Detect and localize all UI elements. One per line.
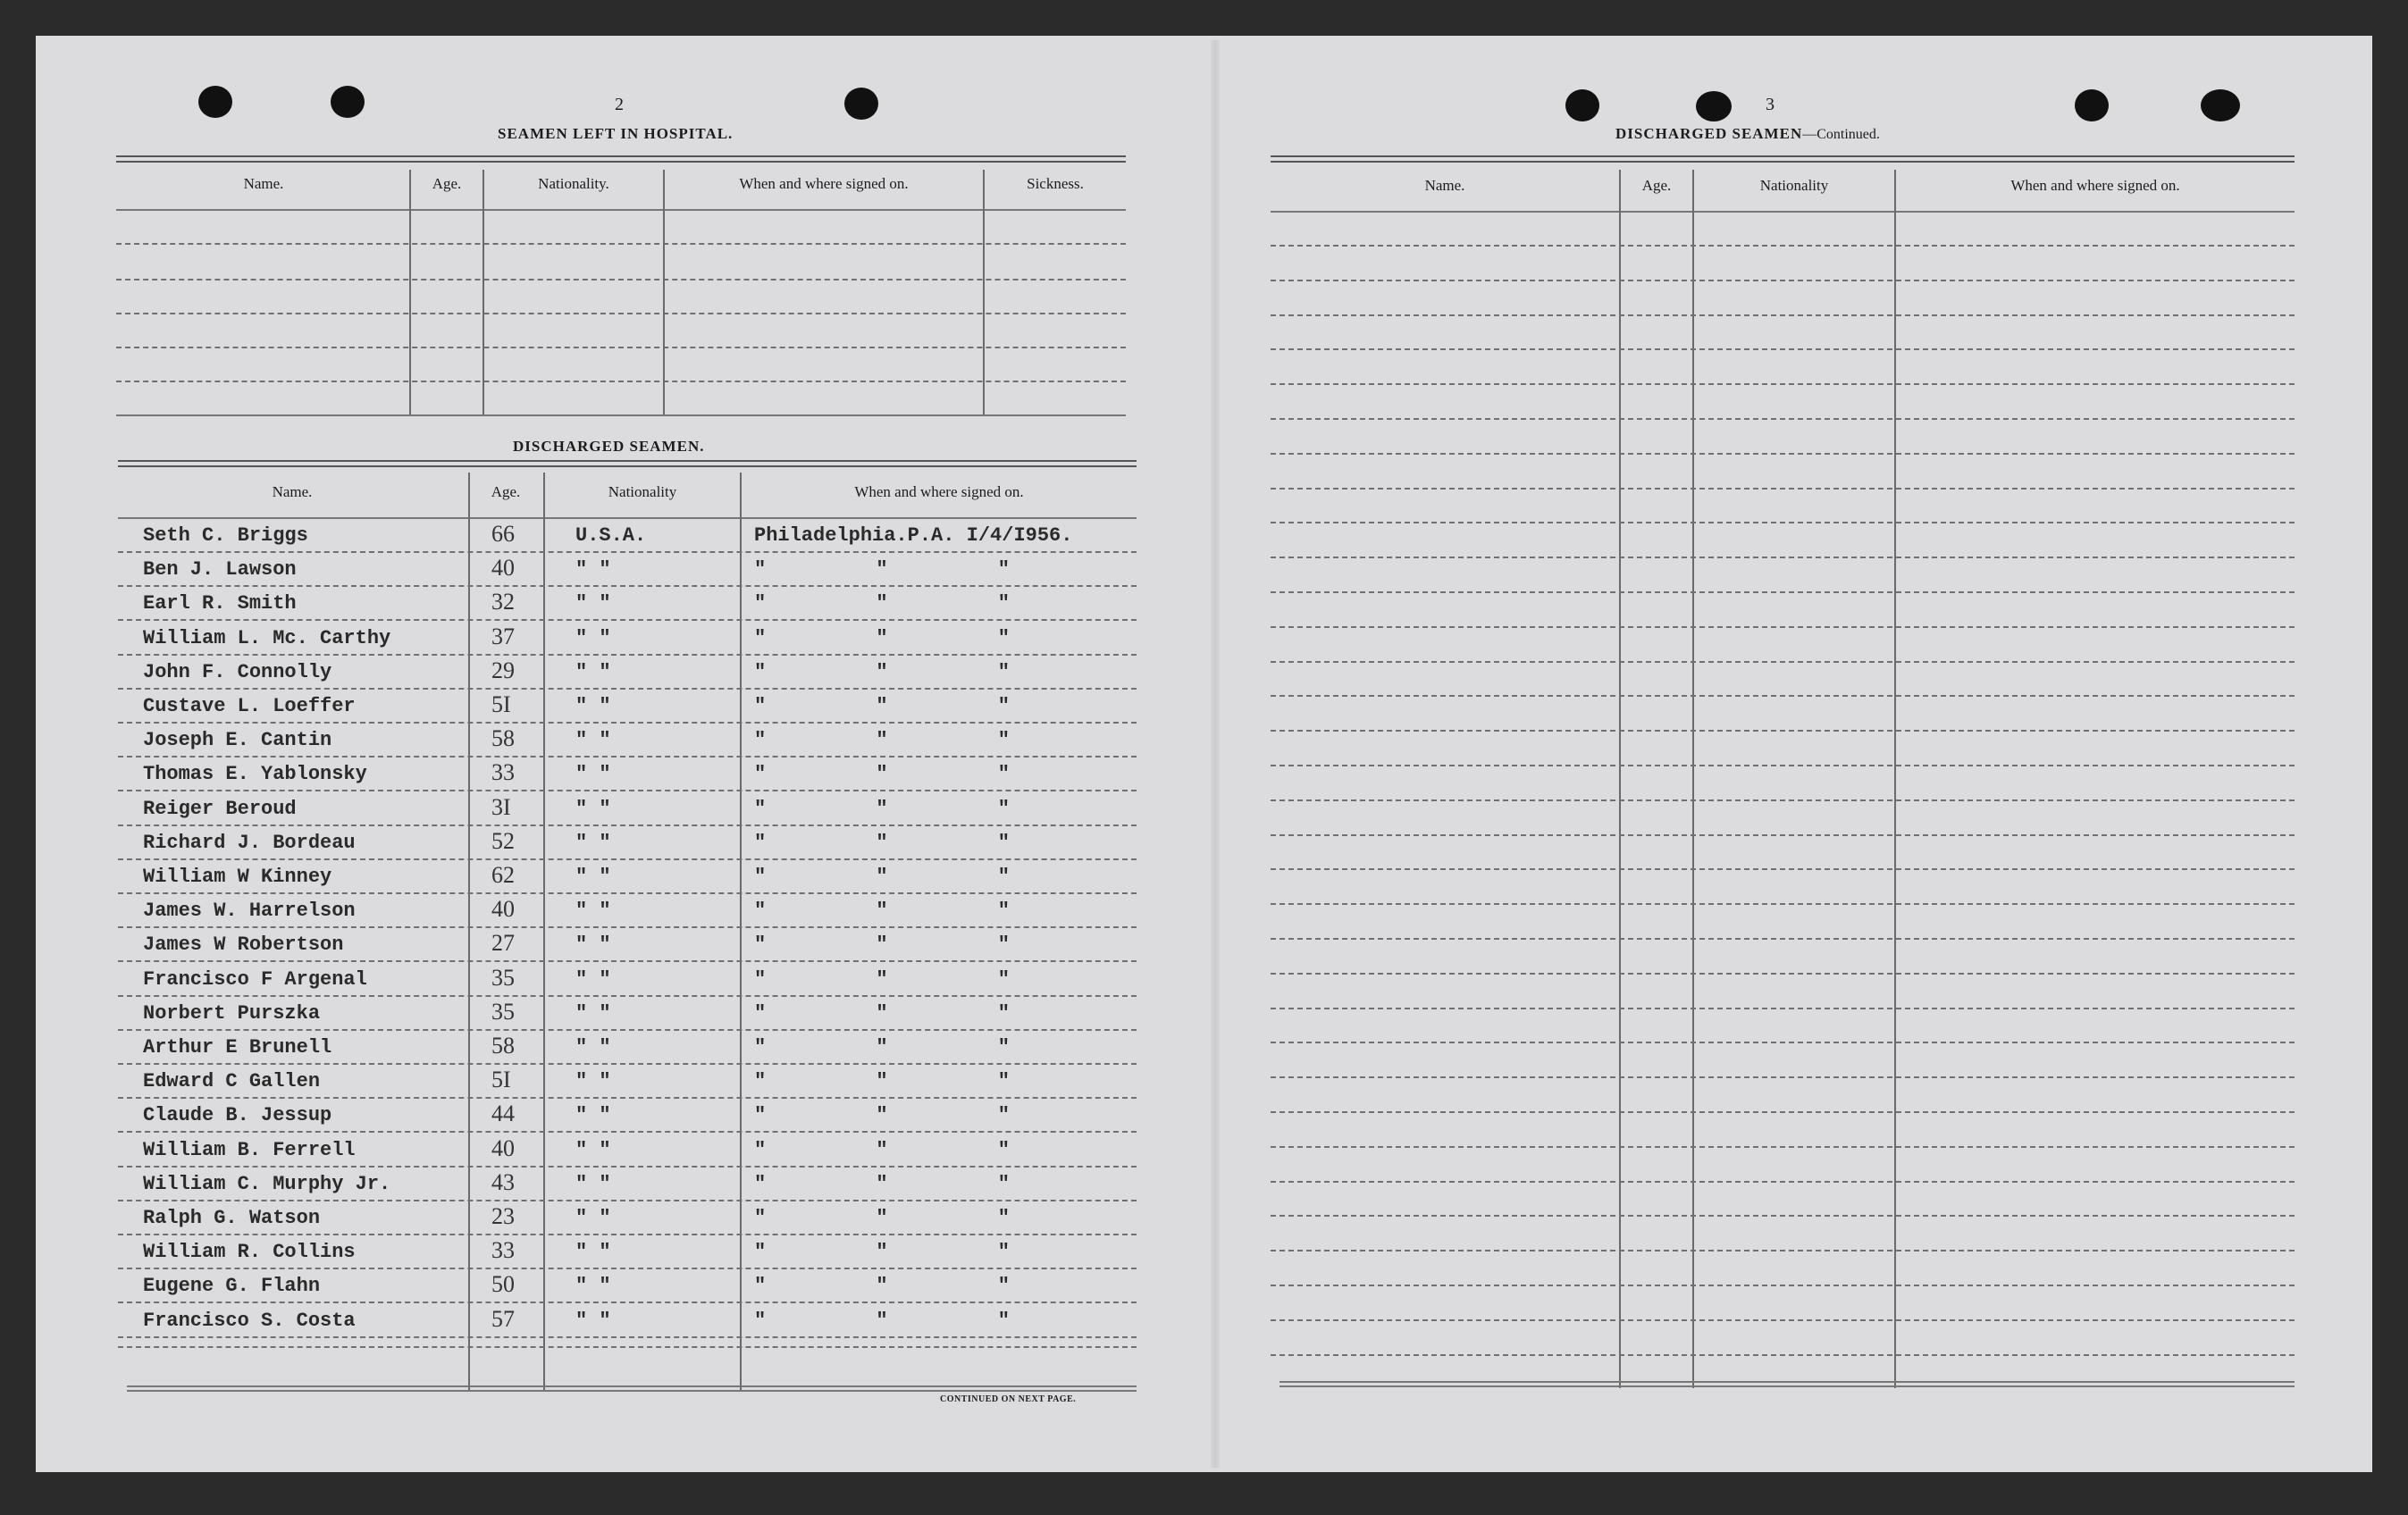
ruled-line xyxy=(1271,765,2295,766)
signed-on: " " " xyxy=(754,1309,1011,1332)
ruled-line xyxy=(1271,591,2295,593)
ruled-line xyxy=(1271,383,2295,385)
punch-hole xyxy=(331,86,365,118)
signed-on: " " " xyxy=(754,1172,1011,1195)
signed-on: " " " xyxy=(754,1036,1011,1059)
continued-note: CONTINUED ON NEXT PAGE. xyxy=(940,1394,1077,1404)
ruled-line xyxy=(1271,799,2295,801)
seaman-name: Reiger Beroud xyxy=(143,797,297,820)
table-row xyxy=(118,1235,1137,1269)
seaman-nationality: " " xyxy=(575,558,611,582)
seaman-name: William R. Collins xyxy=(143,1241,356,1264)
seaman-age: 50 xyxy=(491,1271,515,1298)
seaman-name: James W. Harrelson xyxy=(143,900,356,923)
signed-on: " " " xyxy=(754,592,1011,615)
right-section-title xyxy=(1615,125,1880,143)
table-row xyxy=(118,758,1137,791)
ruled-line xyxy=(1271,868,2295,870)
col-header-when-where: When and where signed on. xyxy=(739,175,909,192)
seaman-nationality: " " xyxy=(575,1138,611,1161)
discharged-continued-table xyxy=(1271,155,2295,1388)
seaman-age: 29 xyxy=(491,657,515,683)
seaman-nationality: " " xyxy=(575,626,611,649)
ruled-line xyxy=(1271,1285,2295,1286)
seaman-age: 43 xyxy=(491,1168,515,1195)
table-row xyxy=(118,1201,1137,1235)
ruled-line xyxy=(1271,626,2295,628)
seaman-age: 5I xyxy=(491,691,511,717)
seaman-name: William C. Murphy Jr. xyxy=(143,1172,391,1195)
table-row xyxy=(118,1168,1137,1201)
hospital-table xyxy=(116,155,1126,423)
ruled-line xyxy=(1271,1042,2295,1043)
seaman-name: Custave L. Loeffer xyxy=(143,695,356,717)
signed-on: " " " xyxy=(754,660,1011,683)
table-row xyxy=(118,587,1137,621)
seaman-age: 62 xyxy=(491,862,515,888)
seaman-age: 40 xyxy=(491,555,515,582)
punch-hole xyxy=(1696,91,1732,121)
seaman-name: William B. Ferrell xyxy=(143,1138,356,1161)
table-row xyxy=(118,656,1137,690)
seaman-name: James W Robertson xyxy=(143,933,344,957)
seaman-name: John F. Connolly xyxy=(143,660,332,683)
page-number-left: 2 xyxy=(615,95,624,114)
discharged-section-title: DISCHARGED SEAMEN. xyxy=(513,438,705,455)
signed-on: " " " xyxy=(754,933,1011,957)
seaman-name: Ralph G. Watson xyxy=(143,1207,321,1229)
seaman-name: Ben J. Lawson xyxy=(143,558,297,582)
signed-on: " " " xyxy=(754,1104,1011,1127)
ruled-line xyxy=(1271,903,2295,905)
seaman-name: Francisco S. Costa xyxy=(143,1309,356,1332)
seaman-age: 27 xyxy=(491,930,515,957)
seaman-age: 40 xyxy=(491,896,515,923)
col-header-name: Name. xyxy=(272,483,313,500)
table-row xyxy=(118,553,1137,587)
signed-on: " " " xyxy=(754,729,1011,752)
table-row xyxy=(118,928,1137,962)
seaman-name: Claude B. Jessup xyxy=(143,1104,332,1127)
seaman-age: 23 xyxy=(491,1203,515,1229)
seaman-name: William L. Mc. Carthy xyxy=(143,626,391,649)
punch-hole xyxy=(844,88,878,120)
seaman-name: Eugene G. Flahn xyxy=(143,1275,321,1298)
ruled-line xyxy=(1271,1354,2295,1356)
ruled-line xyxy=(1271,1008,2295,1009)
ruled-line xyxy=(1271,1111,2295,1113)
signed-on: " " " xyxy=(754,866,1011,888)
col-header-name: Name. xyxy=(243,175,284,192)
seaman-age: 44 xyxy=(491,1101,515,1127)
seaman-nationality: " " xyxy=(575,729,611,752)
ruled-line xyxy=(1271,557,2295,558)
seaman-nationality: " " xyxy=(575,1207,611,1229)
signed-on: " " " xyxy=(754,1138,1011,1161)
seaman-name: Richard J. Bordeau xyxy=(143,831,356,854)
seaman-age: 33 xyxy=(491,1237,515,1264)
table-row xyxy=(118,1304,1137,1338)
ruled-line xyxy=(1271,834,2295,836)
col-header-age: Age. xyxy=(1641,177,1672,194)
table-row xyxy=(118,690,1137,724)
col-header-sickness: Sickness. xyxy=(1027,175,1084,192)
seaman-age: 35 xyxy=(491,998,515,1025)
seaman-name: Thomas E. Yablonsky xyxy=(143,763,367,786)
col-header-nationality: Nationality xyxy=(608,483,677,500)
seaman-age: 32 xyxy=(491,589,515,615)
hospital-section-title: SEAMEN LEFT IN HOSPITAL. xyxy=(498,125,734,142)
signed-on: " " " xyxy=(754,900,1011,923)
punch-hole xyxy=(2075,89,2109,121)
seaman-nationality: " " xyxy=(575,660,611,683)
signed-on: " " " xyxy=(754,1207,1011,1229)
ruled-line xyxy=(1271,1181,2295,1183)
seaman-nationality: " " xyxy=(575,695,611,717)
seaman-name: William W Kinney xyxy=(143,866,332,888)
seaman-name: Norbert Purszka xyxy=(143,1001,321,1025)
ruled-line xyxy=(1271,348,2295,350)
punch-hole xyxy=(2201,89,2240,121)
table-row xyxy=(118,826,1137,860)
seaman-name: Earl R. Smith xyxy=(143,592,297,615)
seaman-age: 52 xyxy=(491,827,515,854)
ruled-line xyxy=(1271,1146,2295,1148)
seaman-age: 40 xyxy=(491,1134,515,1161)
signed-on: " " " xyxy=(754,797,1011,820)
seaman-name: Edward C Gallen xyxy=(143,1070,321,1093)
seaman-nationality: " " xyxy=(575,592,611,615)
col-header-age: Age. xyxy=(491,483,521,500)
seaman-age: 66 xyxy=(491,521,515,547)
signed-on: " " " xyxy=(754,967,1011,991)
signed-on: " " " xyxy=(754,1241,1011,1264)
ruled-line xyxy=(1271,973,2295,975)
seaman-age: 3I xyxy=(491,793,511,820)
seaman-nationality: " " xyxy=(575,831,611,854)
ruled-line xyxy=(1271,1250,2295,1251)
seaman-age: 57 xyxy=(491,1305,515,1332)
seaman-nationality: " " xyxy=(575,1275,611,1298)
seaman-nationality: " " xyxy=(575,1172,611,1195)
seaman-name: Joseph E. Cantin xyxy=(143,729,332,752)
signed-on: " " " xyxy=(754,1070,1011,1093)
ruled-line xyxy=(1271,522,2295,523)
ruled-line xyxy=(1271,280,2295,281)
ruled-line xyxy=(1271,661,2295,663)
signed-on: " " " xyxy=(754,1001,1011,1025)
table-row xyxy=(118,519,1137,553)
col-header-when-where: When and where signed on. xyxy=(854,483,1024,500)
signed-on: " " " xyxy=(754,763,1011,786)
seaman-nationality: " " xyxy=(575,933,611,957)
table-row xyxy=(118,860,1137,894)
seaman-name: Francisco F Argenal xyxy=(143,967,367,991)
ruled-line xyxy=(1271,488,2295,490)
signed-on: " " " xyxy=(754,558,1011,582)
table-row xyxy=(118,792,1137,826)
ruled-line xyxy=(1271,938,2295,940)
seaman-name: Arthur E Brunell xyxy=(143,1036,332,1059)
table-row xyxy=(118,1134,1137,1168)
ruled-line xyxy=(1271,1319,2295,1321)
seaman-nationality: " " xyxy=(575,967,611,991)
ruled-line xyxy=(1271,314,2295,316)
seaman-nationality: " " xyxy=(575,1036,611,1059)
table-row xyxy=(118,1065,1137,1099)
table-row xyxy=(118,1269,1137,1303)
seaman-age: 5I xyxy=(491,1067,511,1093)
seaman-age: 35 xyxy=(491,964,515,991)
table-row xyxy=(118,724,1137,758)
signed-on: " " " xyxy=(754,831,1011,854)
punch-hole xyxy=(1565,89,1599,121)
punch-hole xyxy=(198,86,232,118)
seaman-nationality: " " xyxy=(575,797,611,820)
seaman-nationality: " " xyxy=(575,1104,611,1127)
seaman-nationality: " " xyxy=(575,900,611,923)
ruled-line xyxy=(1271,245,2295,247)
seaman-nationality: " " xyxy=(575,763,611,786)
table-row xyxy=(118,894,1137,928)
seaman-age: 37 xyxy=(491,623,515,649)
seaman-nationality: " " xyxy=(575,1241,611,1264)
seaman-age: 58 xyxy=(491,1033,515,1059)
table-row xyxy=(118,997,1137,1031)
ruled-line xyxy=(1271,418,2295,420)
page-fold xyxy=(1211,40,1220,1468)
ruled-line xyxy=(1271,1215,2295,1217)
seaman-nationality: U.S.A. xyxy=(575,524,647,547)
signed-on: " " " xyxy=(754,626,1011,649)
col-header-nationality: Nationality xyxy=(1759,177,1829,194)
right-title-suffix: —Continued. xyxy=(1802,127,1880,142)
seaman-nationality: " " xyxy=(575,1001,611,1025)
seaman-name: Seth C. Briggs xyxy=(143,524,308,547)
right-title-main: DISCHARGED SEAMEN xyxy=(1615,125,1803,142)
table-row xyxy=(118,963,1137,997)
seaman-age: 58 xyxy=(491,725,515,752)
signed-on: Philadelphia.P.A. I/4/I956. xyxy=(754,524,1073,547)
ruled-line xyxy=(1271,1076,2295,1078)
table-row xyxy=(118,1031,1137,1065)
signed-on: " " " xyxy=(754,695,1011,717)
page-number-right: 3 xyxy=(1766,95,1775,114)
col-header-nationality: Nationality. xyxy=(538,175,609,192)
discharged-table xyxy=(118,438,1137,1404)
table-row xyxy=(118,1099,1137,1133)
col-header-name: Name. xyxy=(1424,177,1465,194)
seaman-nationality: " " xyxy=(575,866,611,888)
col-header-age: Age. xyxy=(432,175,462,192)
seaman-nationality: " " xyxy=(575,1070,611,1093)
ruled-line xyxy=(1271,695,2295,697)
signed-on: " " " xyxy=(754,1275,1011,1298)
table-row xyxy=(118,622,1137,656)
ruled-line xyxy=(1271,730,2295,732)
ruled-line xyxy=(1271,453,2295,455)
col-header-when-where: When and where signed on. xyxy=(2010,177,2180,194)
seaman-age: 33 xyxy=(491,759,515,786)
seaman-nationality: " " xyxy=(575,1309,611,1332)
